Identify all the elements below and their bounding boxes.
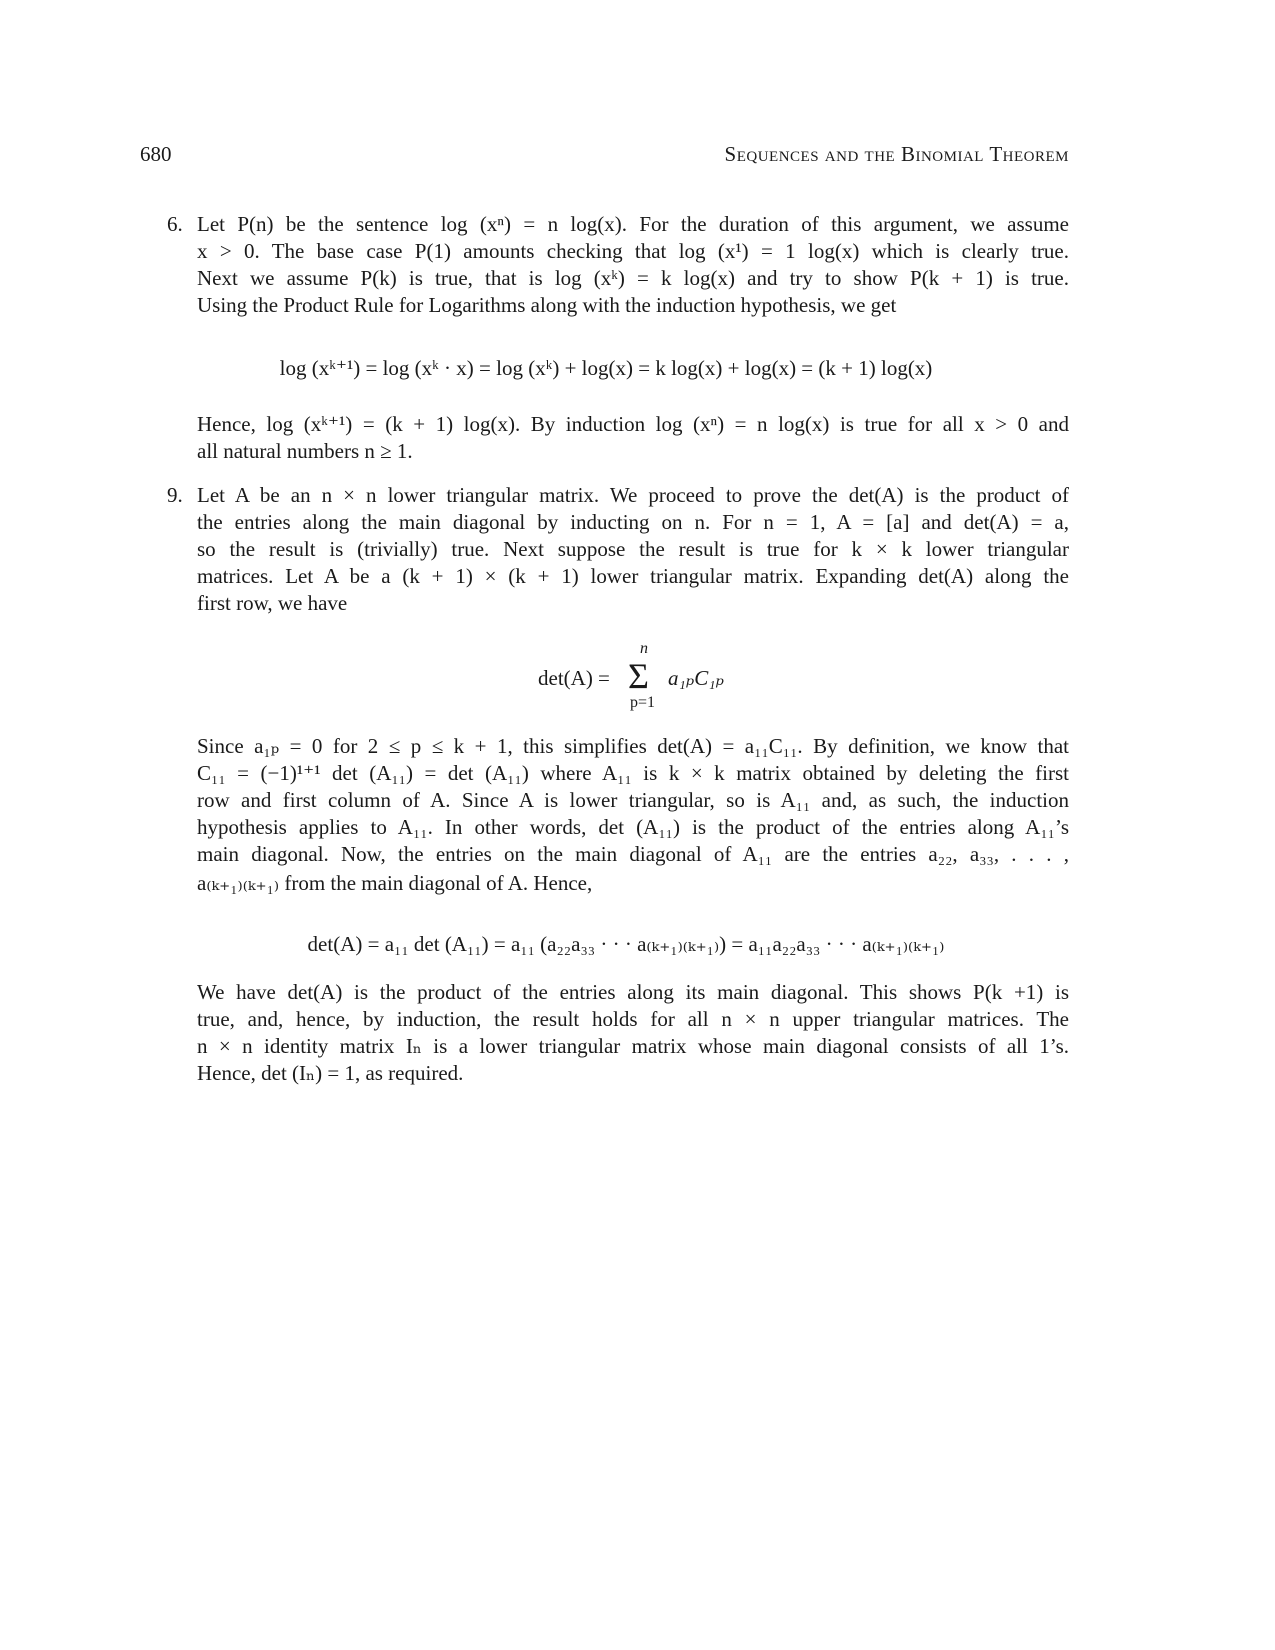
sigma-symbol: Σ <box>628 656 649 696</box>
text-line: We have det(A) is the product of the entries along its main diagonal. This shows P(k +1) is <box>197 980 1069 1004</box>
equation-lhs: det(A) = <box>538 666 610 690</box>
text-line: first row, we have <box>197 591 348 615</box>
text-line: n × n identity matrix Iₙ is a lower triangular matrix whose main diagonal consists of all 1’s. <box>197 1034 1069 1058</box>
text-line: Since a₁ₚ = 0 for 2 ≤ p ≤ k + 1, this simplifies det(A) = a₁₁C₁₁. By definition, we know that <box>197 734 1069 758</box>
text-line: main diagonal. Now, the entries on the main diagonal of A₁₁ are the entries a₂₂, a₃₃, . . . , <box>197 842 1069 866</box>
text-line: matrices. Let A be a (k + 1) × (k + 1) lower triangular matrix. Expanding det(A) along the <box>197 564 1069 588</box>
text-line: all natural numbers n ≥ 1. <box>197 439 413 463</box>
page-number: 680 <box>140 142 172 166</box>
running-header: Sequences and the Binomial Theorem <box>724 142 1069 166</box>
text-line: row and first column of A. Since A is lower triangular, so is A₁₁ and, as such, the induction <box>197 788 1069 812</box>
text-line: true, and, hence, by induction, the result holds for all n × n upper triangular matrices. The <box>197 1007 1069 1031</box>
text-line: a₍ₖ₊₁₎₍ₖ₊₁₎ from the main diagonal of A. Hence, <box>197 871 593 895</box>
text-line: the entries along the main diagonal by inducting on n. For n = 1, A = [a] and det(A) = a, <box>197 510 1069 534</box>
text-line: Hence, log (xᵏ⁺¹) = (k + 1) log(x). By induction log (xⁿ) = n log(x) is true for all x > 0 and <box>197 412 1069 436</box>
text-line: Let P(n) be the sentence log (xⁿ) = n log(x). For the duration of this argument, we assume <box>197 212 1069 236</box>
sum-lower-limit: p=1 <box>630 694 656 711</box>
display-equation: log (xᵏ⁺¹) = log (xᵏ · x) = log (xᵏ) + log(x) = k log(x) + log(x) = (k + 1) log(x) <box>279 356 933 380</box>
sum-term: a₁ₚC₁ₚ <box>668 666 724 690</box>
item-number: 9. <box>167 483 183 507</box>
text-line: hypothesis applies to A₁₁. In other words, det (A₁₁) is the product of the entries along A₁₁’s <box>197 815 1069 839</box>
text-line: Next we assume P(k) is true, that is log (xᵏ) = k log(x) and try to show P(k + 1) is true. <box>197 266 1069 290</box>
sum-upper-limit: n <box>640 640 648 657</box>
text-line: Using the Product Rule for Logarithms along with the induction hypothesis, we get <box>197 293 897 317</box>
text-line: Hence, det (Iₙ) = 1, as required. <box>197 1061 464 1085</box>
item-number: 6. <box>167 212 183 236</box>
display-equation: det(A) = a₁₁ det (A₁₁) = a₁₁ (a₂₂a₃₃ · · · a₍ₖ₊₁₎₍ₖ₊₁₎) = a₁₁a₂₂a₃₃ · · · a₍ₖ₊₁₎₍ₖ₊₁₎ <box>307 932 945 956</box>
text-line: x > 0. The base case P(1) amounts checking that log (x¹) = 1 log(x) which is clearly true. <box>197 239 1069 263</box>
text-line: Let A be an n × n lower triangular matrix. We proceed to prove the det(A) is the product of <box>197 483 1069 507</box>
text-line: C₁₁ = (−1)¹⁺¹ det (A₁₁) = det (A₁₁) where A₁₁ is k × k matrix obtained by deleting the first <box>197 761 1069 785</box>
text-line: so the result is (trivially) true. Next suppose the result is true for k × k lower triangular <box>197 537 1069 561</box>
